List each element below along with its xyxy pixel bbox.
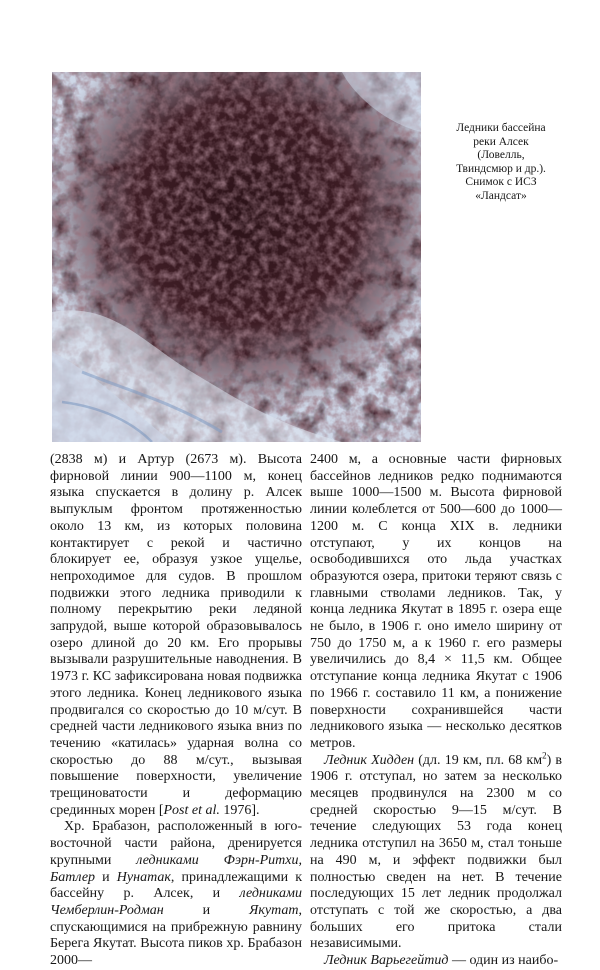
paragraph: Хр. Брабазон, расположенный в юго-восточной части района, дренируется крупными ледниками Фэрн-Ритхи, Батлер и Нунатак, принадлежащими к бассейну р. Алсек, и ледниками Чемберлин-Родман и Якутат, спускающимися на прибрежную равнину Берега Якутат. Высота пиков хр. Брабазон 2000— xyxy=(50,819,302,969)
left-text-column xyxy=(50,452,302,970)
satellite-photo xyxy=(52,72,421,442)
caption-line: реки Алсек xyxy=(473,135,529,148)
paragraph: 2400 м, а основные части фирновых бассейнов ледников редко поднимаются выше 1000—1500 м. Высота фирновой линии колеблется от 500—600 до 1000—1200 м. С конца XIX в. ледники отступают, у их концов на освободившихся ото льда участках образуются озера, притоки теряют связь с главными стволами ледников. Так, у конца ледника Якутат в 1895 г. озера еще не было, в 1906 г. оно имело ширину от 750 до 1750 м, а к 1960 г. его размеры увеличились до 8,4 × 11,5 км. Общее отступание конца ледника Якутат с 1906 по 1966 г. составило 11 км, а понижение поверхности сохранившейся части ледникового языка — несколько десятков метров. xyxy=(310,452,562,751)
paragraph: Ледник Хидден (дл. 19 км, пл. 68 $км^2$) в 1906 г. отступал, но затем за несколько месяцев продвинулся на 2300 м со средней скоростью 9—15 м/сут. В течение следующих 53 года конец ледника отступил на 3650 м, стал тоньше на 490 м, и эффект подвижки был полностью сведен на нет. В течение последующих 15 лет ледник продолжал отступать с той же скоростью, а два больших его притока стали независимыми. xyxy=(310,750,562,952)
caption-line: «Ландсат» xyxy=(475,189,527,202)
citation: Post et al. xyxy=(163,802,220,818)
paragraph: Ледник Варьегейтид — один из наибо- xyxy=(324,953,559,969)
caption-line: Ледники бассейна xyxy=(456,122,546,134)
glacier-name: Ледник Варьегейтид xyxy=(324,953,449,969)
caption-line: Снимок с ИСЗ xyxy=(465,176,537,188)
paragraph: (2838 м) и Артур (2673 м). Высота фирновой линии 900—1100 м, конец языка спускается в долину р. Алсек выпуклым фронтом протяженностью около 13 км, из которых половина контактирует с рекой и частично блокирует ее, образуя узкое ущелье, непроходимое для судов. В прошлом подвижки этого ледника приводили к полному перекрытию реки ледяной запрудой, выше которой образовывалось озеро длиной до 20 км. Его прорывы вызывали разрушительные наводнения. В 1973 г. КС зафиксирована новая подвижка этого ледника. Конец ледникового языка продвигался со скоростью до 10 м/сут. В средней части ледникового языка вниз по течению «катилась» ударная волна со скоростью до 88 м/сут., вызывая повышение поверхности, увеличение трещиноватости и деформацию срединных морен [Post et al. 1976]. xyxy=(50,452,302,818)
caption-line: (Ловелль, xyxy=(477,149,525,161)
right-text-column xyxy=(310,452,562,970)
satellite-image-glaciers xyxy=(52,72,421,442)
photo-caption xyxy=(430,122,572,203)
caption-line: Твиндсмюр и др.). xyxy=(456,162,546,175)
glacier-name: Ледник Хидден xyxy=(324,752,415,768)
